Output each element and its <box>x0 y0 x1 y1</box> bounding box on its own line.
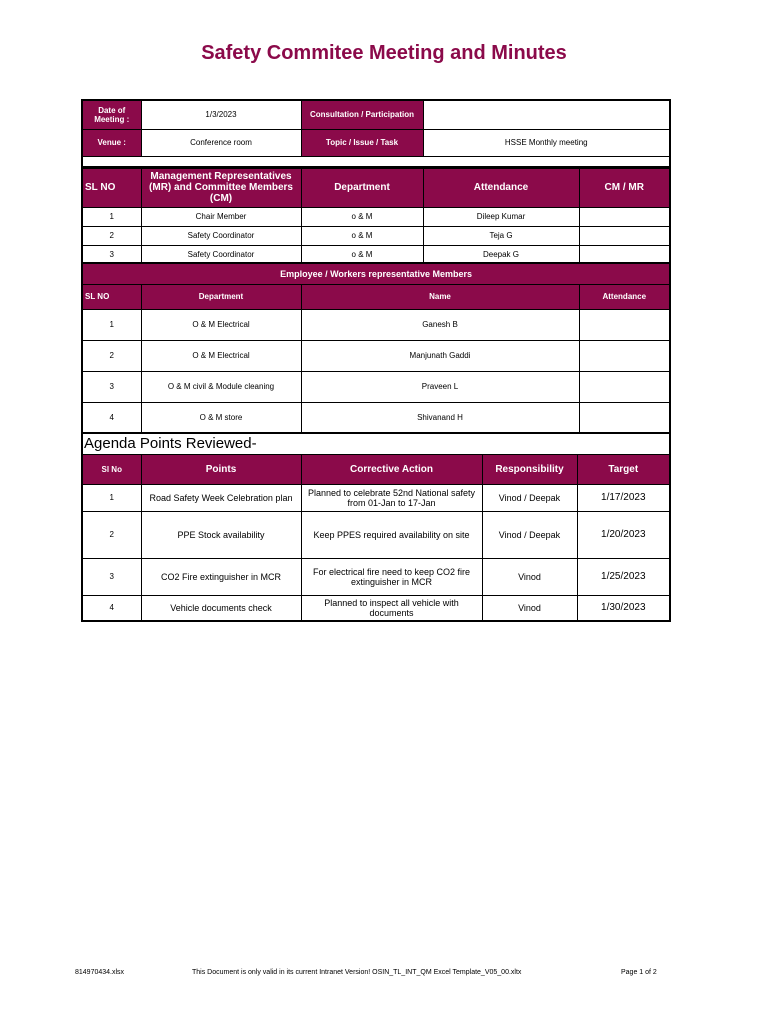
footer-filename: 814970434.xlsx <box>75 969 125 976</box>
workers-section-title: Employee / Workers representative Members <box>82 263 670 284</box>
mgmt-header-members: Management Representatives (MR) and Committee Members (CM) <box>141 168 301 207</box>
agenda-cell: PPE Stock availability <box>141 511 301 558</box>
table-row <box>82 511 670 558</box>
mgmt-header-department: Department <box>301 168 423 207</box>
agenda-cell: Planned to celebrate 52nd National safety from 01-Jan to 17-Jan <box>301 484 482 511</box>
date-value: 1/3/2023 <box>141 100 301 129</box>
workers-cell: 1 <box>82 309 141 340</box>
table-row <box>82 340 670 371</box>
workers-cell: O & M Electrical <box>141 309 301 340</box>
agenda-cell: 1/17/2023 <box>577 484 670 511</box>
agenda-cell: Vinod <box>482 558 577 595</box>
table-row <box>82 309 670 340</box>
mgmt-header-attendance: Attendance <box>423 168 579 207</box>
spacer-row <box>82 156 670 167</box>
workers-header-sl: SL NO <box>82 284 141 309</box>
workers-header-department: Department <box>141 284 301 309</box>
workers-cell <box>579 309 670 340</box>
meeting-info-table <box>81 99 671 168</box>
venue-value: Conference room <box>141 129 301 156</box>
agenda-header-row <box>82 454 670 484</box>
consultation-label: Consultation / Participation <box>301 100 423 129</box>
topic-label: Topic / Issue / Task <box>301 129 423 156</box>
workers-cell: Shivanand H <box>301 402 579 433</box>
mgmt-cell: Safety Coordinator <box>141 226 301 245</box>
consultation-value <box>423 100 670 129</box>
mgmt-header-cm-mr: CM / MR <box>579 168 670 207</box>
mgmt-cell: o & M <box>301 226 423 245</box>
workers-cell: 3 <box>82 371 141 402</box>
workers-cell <box>579 340 670 371</box>
agenda-cell: Vinod <box>482 595 577 621</box>
agenda-cell: 2 <box>82 511 141 558</box>
workers-cell: 2 <box>82 340 141 371</box>
mgmt-cell: o & M <box>301 207 423 226</box>
agenda-header-responsibility: Responsibility <box>482 454 577 484</box>
table-row <box>82 402 670 433</box>
mgmt-cell: Safety Coordinator <box>141 245 301 264</box>
page-title: Safety Commitee Meeting and Minutes <box>201 42 567 64</box>
workers-cell: Ganesh B <box>301 309 579 340</box>
mgmt-cell: o & M <box>301 245 423 264</box>
mgmt-cell: Deepak G <box>423 245 579 264</box>
table-row <box>82 595 670 621</box>
agenda-header-target: Target <box>577 454 670 484</box>
agenda-cell: Vinod / Deepak <box>482 511 577 558</box>
workers-cell: Praveen L <box>301 371 579 402</box>
agenda-cell: CO2 Fire extinguisher in MCR <box>141 558 301 595</box>
mgmt-cell: 2 <box>82 226 141 245</box>
workers-header-name: Name <box>301 284 579 309</box>
management-header-row <box>82 168 670 207</box>
agenda-cell: Keep PPES required availability on site <box>301 511 482 558</box>
topic-value: HSSE Monthly meeting <box>423 129 670 156</box>
mgmt-header-sl: SL NO <box>82 168 141 207</box>
mgmt-cell: Teja G <box>423 226 579 245</box>
footer-page-number: Page 1 of 2 <box>621 969 657 976</box>
workers-header-row <box>82 284 670 309</box>
venue-label: Venue : <box>82 129 141 156</box>
table-row <box>82 226 670 245</box>
table-row <box>82 484 670 511</box>
mgmt-cell <box>579 207 670 226</box>
agenda-cell: 1/20/2023 <box>577 511 670 558</box>
agenda-table <box>81 433 671 622</box>
management-table <box>81 167 671 265</box>
agenda-cell: For electrical fire need to keep CO2 fire extinguisher in MCR <box>301 558 482 595</box>
agenda-cell: Vehicle documents check <box>141 595 301 621</box>
workers-cell <box>579 402 670 433</box>
workers-cell: O & M civil & Module cleaning <box>141 371 301 402</box>
agenda-cell: 1/30/2023 <box>577 595 670 621</box>
mgmt-cell <box>579 226 670 245</box>
workers-cell: O & M store <box>141 402 301 433</box>
workers-cell <box>579 371 670 402</box>
workers-cell: Manjunath Gaddi <box>301 340 579 371</box>
agenda-cell: Vinod / Deepak <box>482 484 577 511</box>
mgmt-cell: 1 <box>82 207 141 226</box>
agenda-header-action: Corrective Action <box>301 454 482 484</box>
date-label: Date of Meeting : <box>82 100 141 129</box>
agenda-cell: 4 <box>82 595 141 621</box>
agenda-header-points: Points <box>141 454 301 484</box>
table-row <box>82 207 670 226</box>
workers-header-attendance: Attendance <box>579 284 670 309</box>
mgmt-cell: Chair Member <box>141 207 301 226</box>
agenda-section-title: Agenda Points Reviewed- <box>84 434 257 452</box>
mgmt-cell: Dileep Kumar <box>423 207 579 226</box>
workers-cell: O & M Electrical <box>141 340 301 371</box>
mgmt-cell: 3 <box>82 245 141 264</box>
table-row <box>82 371 670 402</box>
agenda-cell: 1/25/2023 <box>577 558 670 595</box>
agenda-cell: 1 <box>82 484 141 511</box>
footer-notice: This Document is only valid in its current Intranet Version! OSIN_TL_INT_QM Excel Template_V05_00.xltx <box>192 969 522 976</box>
workers-cell: 4 <box>82 402 141 433</box>
agenda-cell: 3 <box>82 558 141 595</box>
agenda-cell: Planned to inspect all vehicle with documents <box>301 595 482 621</box>
agenda-cell: Road Safety Week Celebration plan <box>141 484 301 511</box>
agenda-header-sl: Sl No <box>82 454 141 484</box>
table-row <box>82 558 670 595</box>
workers-table <box>81 262 671 434</box>
